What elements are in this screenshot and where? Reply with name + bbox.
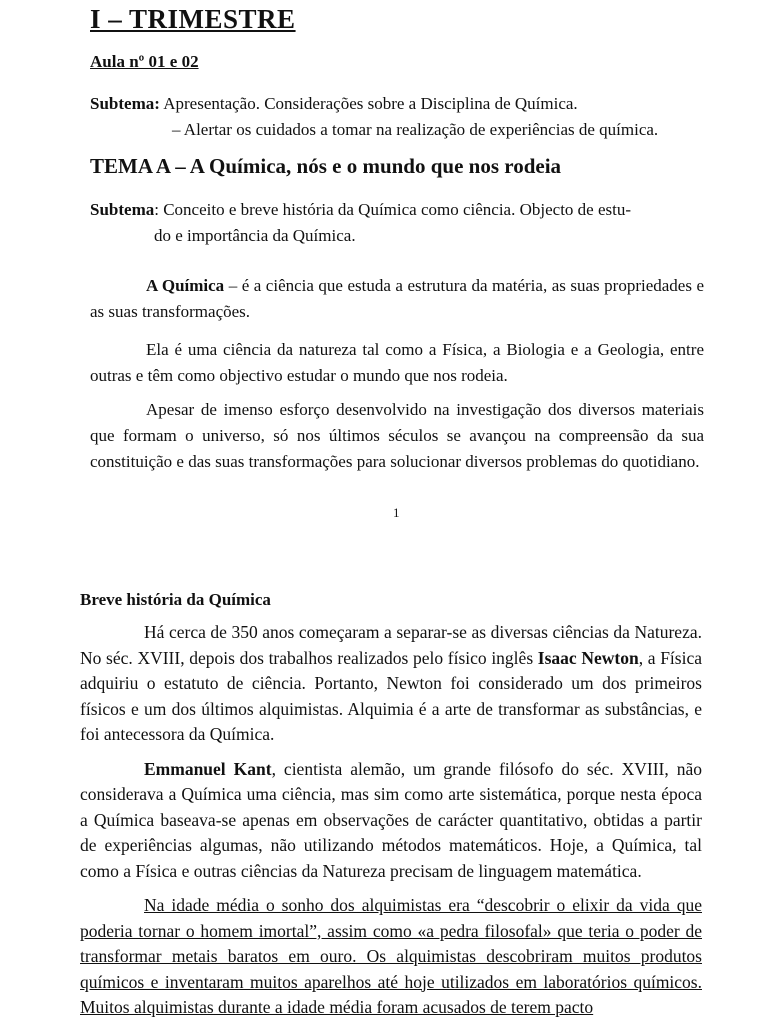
paragraph-ciencia-natureza: Ela é uma ciência da natureza tal como a Física, a Biologia e a Geologia, entre outras e têm como objectivo estudar o mundo que nos rodeia. bbox=[90, 340, 704, 385]
quimica-bold-term: A Química bbox=[146, 276, 225, 295]
subtema-2-label: Subtema bbox=[90, 200, 155, 219]
paragraph-idade-media: Na idade média o sonho dos alquimistas era “descobrir o elixir da vida que poderia tornar o homem imortal”, assim como «a pedra filosofal» que teria o poder de transformar metais baratos em ouro. Os alquimistas descobriram muitos produtos químicos e inventaram muitos aparelhos até hoje utilizados em laboratórios químicos. Muitos alquimistas durante a idade média foram acusados de terem pacto bbox=[80, 895, 702, 1017]
subtema-2-text-1: : Conceito e breve história da Química como ciência. Objecto de estu- bbox=[154, 200, 632, 219]
paragraph-quimica-definition bbox=[90, 273, 704, 325]
page-1-body bbox=[90, 273, 704, 483]
newton-text-b: , a Física adquiriu o estatuto de ciência. Portanto, Newton foi considerado um dos primeiros físicos e um dos últimos alquimistas. Alquimia é a arte de transformar as substâncias, e foi antecessora da Química. bbox=[80, 647, 702, 744]
newton-bold-name: Isaac Newton bbox=[537, 647, 639, 668]
page-2-body bbox=[80, 620, 702, 1030]
kant-bold-name: Emmanuel Kant bbox=[144, 758, 272, 779]
subtema-block-1 bbox=[90, 91, 730, 143]
newton-text-a: Há cerca de 350 anos começaram a separar-se as diversas ciências da Natureza. No séc. XVIII, depois dos trabalhos realizados pelo físico inglês bbox=[80, 622, 702, 668]
aula-heading: Aula nº 01 e 02 bbox=[90, 52, 199, 71]
subtema-2-line-1 bbox=[90, 197, 690, 223]
subtema-2-line-2: do e importância da Química. bbox=[154, 226, 356, 245]
quimica-definition-text: – é a ciência que estuda a estrutura da matéria, as suas propriedades e as suas transformações. bbox=[90, 276, 705, 321]
kant-text: , cientista alemão, um grande filósofo do séc. XVIII, não considerava a Química uma ciência, mas sim como arte sistemática, porque nesta época a Química baseava-se apenas em observações de carácter quantitativo, obtidas a partir de experiências algumas, não utilizando métodos matemáticos. Hoje, a Química, tal como a Física e outras ciências da Natureza precisam de linguagem matemática. bbox=[80, 758, 702, 881]
paragraph-kant bbox=[80, 757, 702, 885]
subtema-block-2 bbox=[90, 197, 690, 249]
paragraph-newton bbox=[80, 620, 702, 748]
paragraph-esforco: Apesar de imenso esforço desenvolvido na investigação dos diversos materiais que formam o universo, só nos últimos séculos se avançou na compreensão da sua constituição e das suas transformações para solucionar diversos problemas do quotidiano. bbox=[90, 400, 704, 471]
subtema-1-text-1: Apresentação. Considerações sobre a Disciplina de Química. bbox=[159, 94, 578, 113]
document-page-2 bbox=[0, 580, 768, 1024]
subtema-1-line-1 bbox=[90, 91, 730, 117]
section-heading-breve-historia: Breve história da Química bbox=[80, 590, 271, 609]
trimestre-title: I – TRIMESTRE bbox=[90, 4, 296, 34]
subtema-1-line-2: – Alertar os cuidados a tomar na realização de experiências de química. bbox=[172, 120, 659, 139]
subtema-1-label: Subtema: bbox=[90, 94, 160, 113]
tema-heading: TEMA A – A Química, nós e o mundo que nos rodeia bbox=[90, 154, 562, 178]
page-number: 1 bbox=[393, 505, 400, 520]
